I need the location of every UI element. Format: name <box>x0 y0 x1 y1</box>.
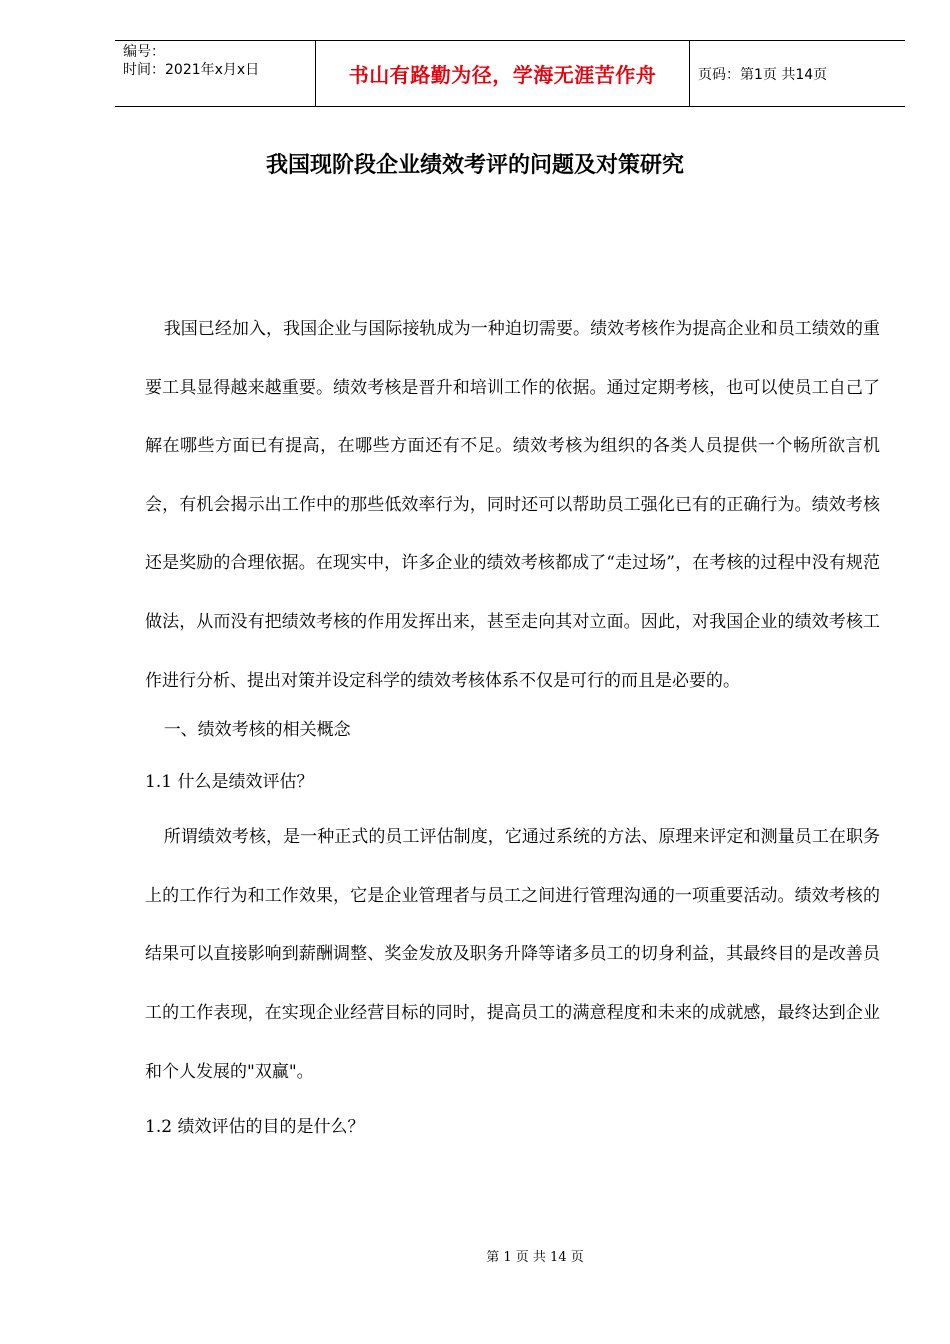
subsection-paragraph-1-1: 所谓绩效考核，是一种正式的员工评估制度，它通过系统的方法、原理来评定和测量员工在职务上的工作行为和工作效果，它是企业管理者与员工之间进行管理沟通的一项重要活动。绩效考核的结果可以直接影响到薪酬调整、奖金发放及职务升降等诸多员工的切身利益，其最终目的是改善员工的工作表现，在实现企业经营目标的同时，提高员工的满意程度和未来的成就感，最终达到企业和个人发展的"双赢"。 <box>145 827 880 1082</box>
header-motto-cell <box>316 41 690 106</box>
header-meta-cell <box>115 41 316 106</box>
header-page-cell <box>690 41 905 106</box>
document-body <box>145 300 880 1153</box>
page-footer-number: 第 1 页 共 14 页 <box>486 1250 584 1265</box>
header-page-info: 页码：第1页 共14页 <box>698 66 828 83</box>
document-date-label: 时间：2021年x月x日 <box>123 62 260 78</box>
page-header <box>115 40 905 107</box>
document-number-label: 编号： <box>123 44 165 60</box>
subsection-heading-1-2: 1.2 绩效评估的目的是什么？ <box>145 1117 365 1138</box>
header-motto: 书山有路勤为径，学海无涯苦作舟 <box>348 63 657 87</box>
section-heading-1: 一、绩效考核的相关概念 <box>163 720 351 741</box>
document-title: 我国现阶段企业绩效考评的问题及对策研究 <box>265 153 684 178</box>
subsection-heading-1-1: 1.1 什么是绩效评估？ <box>145 772 314 793</box>
intro-paragraph: 我国已经加入，我国企业与国际接轨成为一种迫切需要。绩效考核作为提高企业和员工绩效的重要工具显得越来越重要。绩效考核是晋升和培训工作的依据。通过定期考核，也可以使员工自己了解在哪些方面已有提高，在哪些方面还有不足。绩效考核为组织的各类人员提供一个畅所欲言机会，有机会揭示出工作中的那些低效率行为，同时还可以帮助员工强化已有的正确行为。绩效考核还是奖励的合理依据。在现实中，许多企业的绩效考核都成了“走过场”，在考核的过程中没有规范做法，从而没有把绩效考核的作用发挥出来，甚至走向其对立面。因此，对我国企业的绩效考核工作进行分析、提出对策并设定科学的绩效考核体系不仅是可行的而且是必要的。 <box>145 319 880 691</box>
